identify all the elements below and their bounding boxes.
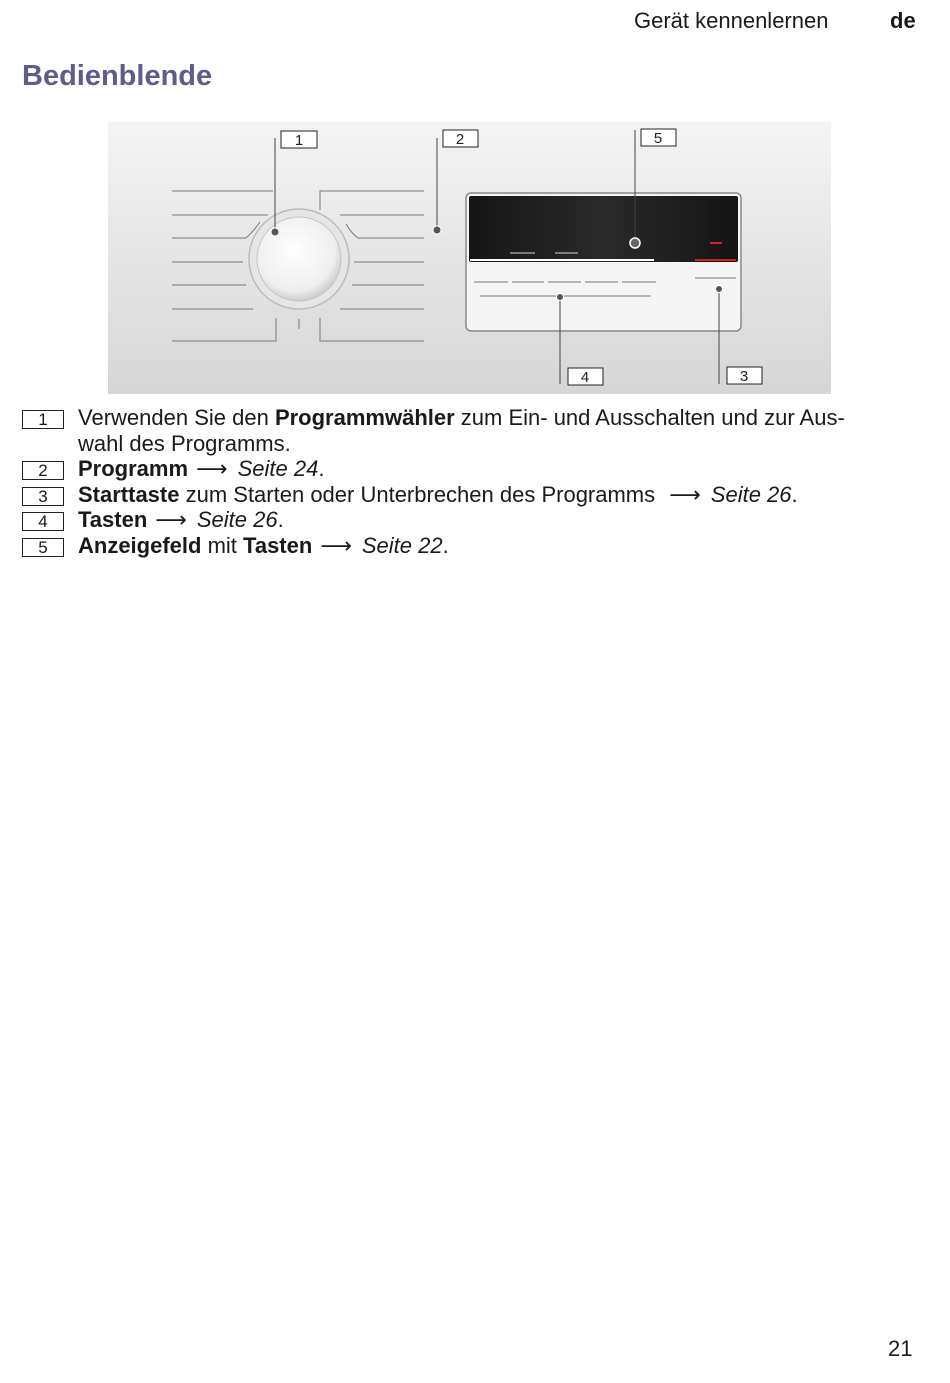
legend-term: Programm xyxy=(78,456,189,481)
page-reference-link[interactable]: Seite 26 xyxy=(710,481,792,507)
svg-text:1: 1 xyxy=(294,132,304,149)
legend-number-box: 2 xyxy=(22,461,64,480)
legend-number-box: 3 xyxy=(22,487,64,506)
legend-list xyxy=(22,405,922,558)
legend-text: . xyxy=(442,532,449,558)
legend-text: . xyxy=(791,481,798,507)
svg-text:2: 2 xyxy=(455,131,465,148)
legend-term: Programmwähler xyxy=(274,405,455,430)
legend-number-box: 1 xyxy=(22,410,64,429)
header-language-code: de xyxy=(890,8,916,33)
legend-text: . xyxy=(277,507,284,532)
legend-text: Verwenden Sie den xyxy=(78,405,275,430)
legend-term: Tasten xyxy=(243,532,313,558)
legend-text: . xyxy=(318,456,325,481)
arrow-icon: ⟶ xyxy=(155,507,187,532)
legend-item-5 xyxy=(22,533,922,559)
legend-number-box: 4 xyxy=(22,512,64,531)
page-reference-link[interactable]: Seite 22 xyxy=(361,532,443,558)
page-number: 21 xyxy=(888,1336,913,1361)
svg-text:3: 3 xyxy=(739,368,749,385)
callout-box-2 xyxy=(443,130,478,148)
legend-text: mit xyxy=(201,532,244,558)
legend-item-3 xyxy=(22,482,922,508)
control-panel-figure xyxy=(108,122,831,394)
legend-item-1 xyxy=(22,405,922,456)
legend-item-4 xyxy=(22,507,922,533)
legend-text: zum Ein- und Ausschalten und zur Aus- xyxy=(454,405,845,430)
arrow-icon: ⟶ xyxy=(669,481,701,507)
legend-term: Starttaste xyxy=(78,481,180,507)
legend-text: wahl des Programms. xyxy=(78,430,291,456)
legend-term: Tasten xyxy=(78,507,148,532)
arrow-icon: ⟶ xyxy=(196,456,228,481)
arrow-icon: ⟶ xyxy=(320,532,352,558)
callout-box-1 xyxy=(281,131,317,149)
page-reference-link[interactable]: Seite 26 xyxy=(196,507,278,532)
callout-box-5 xyxy=(641,129,676,147)
program-selector-knob xyxy=(257,217,341,301)
header-section-title: Gerät kennenlernen xyxy=(634,8,829,33)
callout-box-3 xyxy=(727,367,762,385)
page-reference-link[interactable]: Seite 24 xyxy=(237,456,319,481)
legend-term: Anzeigefeld xyxy=(78,532,202,558)
legend-number-box: 5 xyxy=(22,538,64,557)
callout-box-4 xyxy=(568,368,603,386)
legend-text: zum Starten oder Unterbrechen des Programms xyxy=(179,481,662,507)
svg-text:4: 4 xyxy=(580,369,590,386)
svg-text:5: 5 xyxy=(653,130,663,147)
page-title: Bedienblende xyxy=(22,60,213,92)
display-screen xyxy=(469,196,738,262)
legend-item-2 xyxy=(22,456,922,482)
